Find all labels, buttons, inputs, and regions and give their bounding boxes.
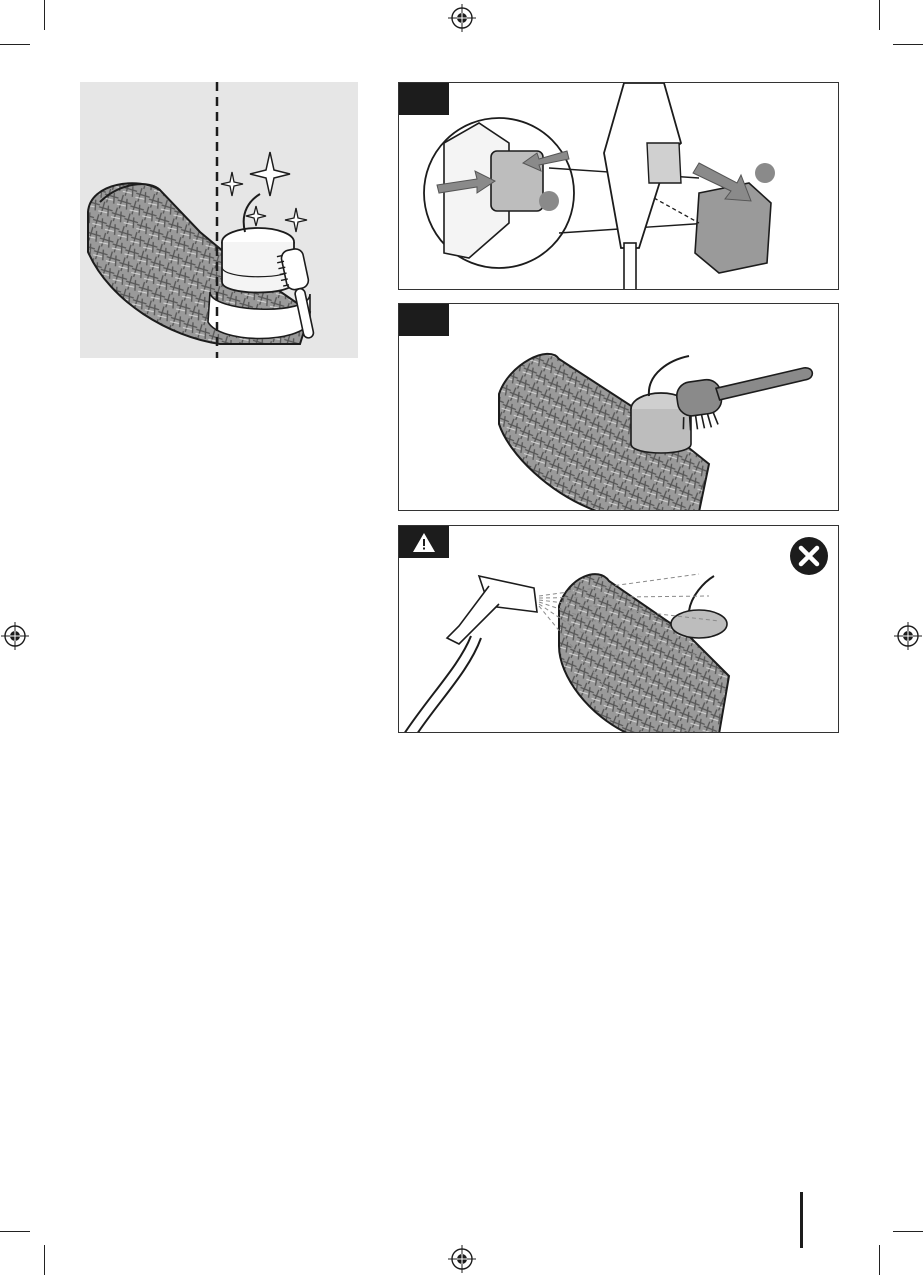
crop-mark-tr-v [879,0,880,30]
crop-mark-tr-h [893,44,923,45]
sparkle-icon [250,152,290,196]
crop-mark-bl-v [44,1245,45,1275]
brush-clean-illustration [398,303,839,511]
registration-mark-right [894,622,922,650]
callout-1 [539,191,559,211]
page-marker-bar [800,1192,803,1248]
brush-icon [675,365,818,432]
battery-drawing [399,83,839,290]
no-water-hose-illustration [398,525,839,733]
guard-drawing [80,82,358,358]
hose-drawing [399,526,839,733]
crop-mark-bl-h [0,1231,30,1232]
registration-mark-top [448,4,476,32]
brush-drawing [399,304,839,511]
prohibited-icon [790,537,828,575]
crop-mark-tl-v [44,0,45,30]
registration-mark-bottom [448,1245,476,1273]
remove-battery-illustration [398,82,839,290]
callout-2 [755,163,775,183]
crop-mark-br-v [879,1245,880,1275]
crop-mark-br-h [893,1231,923,1232]
crop-mark-tl-h [0,44,30,45]
registration-mark-left [1,622,29,650]
clean-guard-illustration [80,82,358,358]
